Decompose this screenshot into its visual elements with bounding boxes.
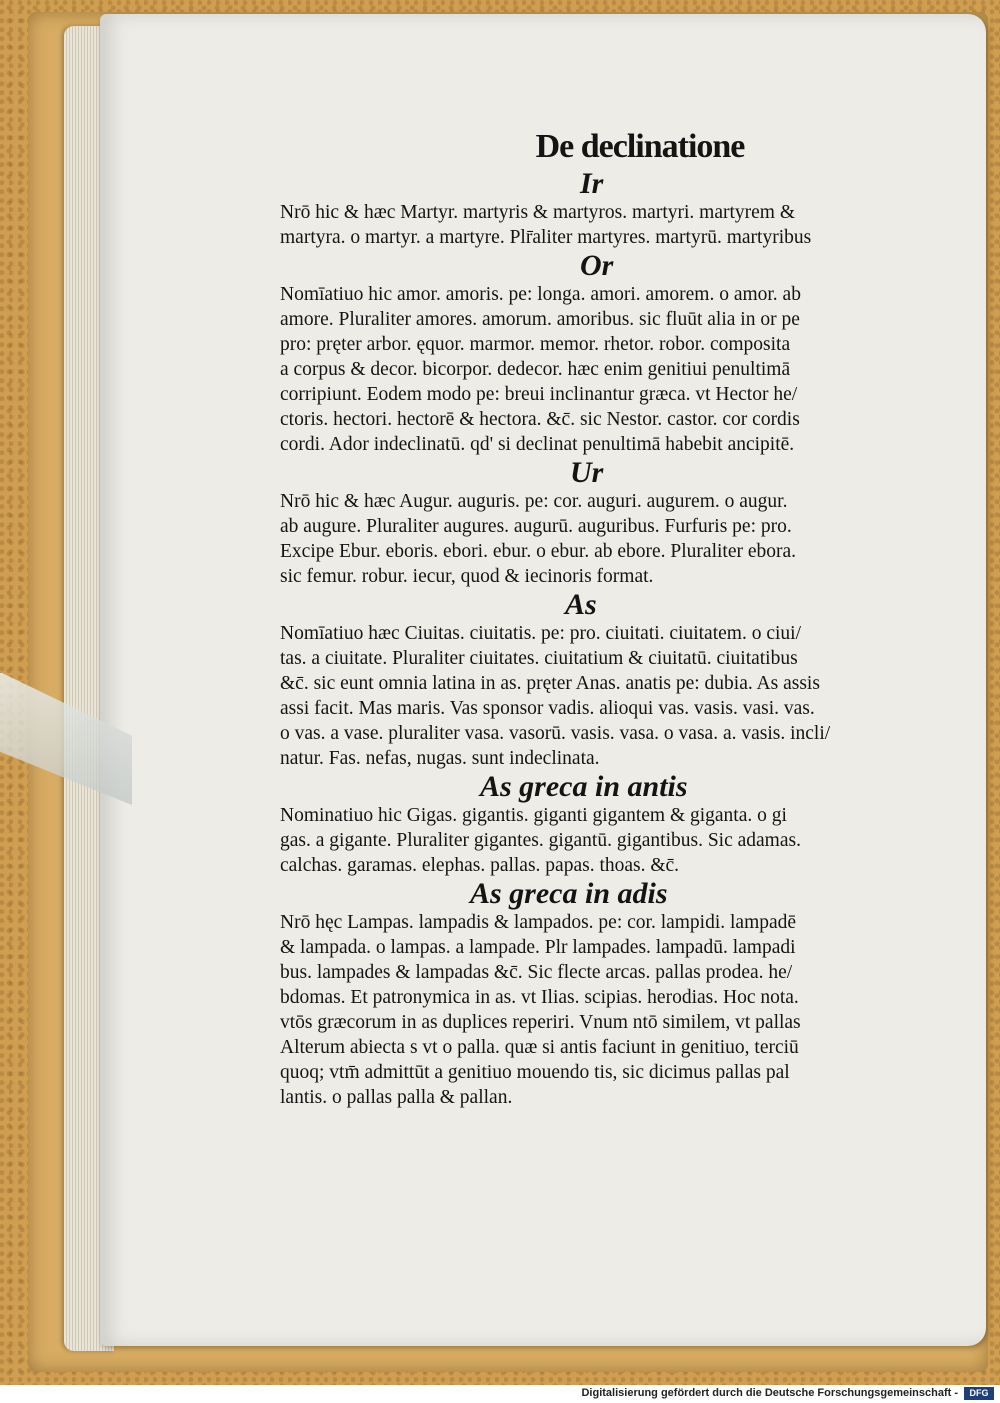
- text-line: martyra. o martyr. a martyre. Plr̄aliter martyres. martyrū. martyribus: [280, 227, 812, 248]
- text-line: bdomas. Et patronymica in as. vt Ilias. scipias. herodias. Hoc nota.: [280, 987, 799, 1008]
- text-line: natur. Fas. nefas, nugas. sunt indeclinata.: [280, 748, 600, 769]
- text-line: gas. a gigante. Pluraliter gigantes. gigantū. gigantibus. Sic adamas.: [280, 830, 801, 851]
- section-as: [280, 589, 930, 771]
- section-or: [280, 250, 930, 457]
- text-line: calchas. garamas. elephas. pallas. papas. thoas. &c̄.: [280, 855, 680, 876]
- text-line: amore. Pluraliter amores. amorum. amoribus. sic fluūt alia in or pe: [280, 309, 800, 330]
- section-as-greca-in-antis: [280, 771, 930, 878]
- text-line: &c̄. sic eunt omnia latina in as. pręter Anas. anatis pe: dubia. As assis: [280, 673, 820, 694]
- text-line: pro: pręter arbor. ęquor. marmor. memor. rhetor. robor. composita: [280, 334, 791, 355]
- section-heading: As: [565, 588, 597, 621]
- section-heading: As greca in adis: [470, 877, 668, 910]
- text-line: ctoris. hectori. hectorē & hectora. &c̄. sic Nestor. castor. cor cordis: [280, 409, 800, 430]
- section-heading: Ur: [570, 456, 604, 489]
- text-line: vtōs græcorum in as duplices reperiri. Vnum ntō similem, vt pallas: [280, 1012, 801, 1033]
- text-line: & lampada. o lampas. a lampade. Plr lampades. lampadū. lampadi: [280, 937, 796, 958]
- text-line: tas. a ciuitate. Pluraliter ciuitates. ciuitatium & ciuitatū. ciuitatibus: [280, 648, 798, 669]
- text-line: bus. lampades & lampadas &c̄. Sic flecte arcas. pallas prodea. he/: [280, 962, 793, 983]
- text-line: Nomīatiuo hæc Ciuitas. ciuitatis. pe: pro. ciuitati. ciuitatem. o ciui/: [280, 623, 801, 644]
- text-line: ab augure. Pluraliter augures. augurū. auguribus. Furfuris pe: pro.: [280, 516, 792, 537]
- text-line: corripiunt. Eodem modo pe: breui inclinantur græca. vt Hector he/: [280, 384, 798, 405]
- footer-bar: [0, 1385, 1000, 1403]
- text-line: Nomīatiuo hic amor. amoris. pe: longa. amori. amorem. o amor. ab: [280, 284, 801, 305]
- text-line: Nrō hic & hæc Augur. auguris. pe: cor. auguri. augurem. o augur.: [280, 491, 788, 512]
- section-ir: [280, 168, 930, 250]
- section-as-greca-in-adis: [280, 878, 930, 1110]
- text-line: lantis. o pallas palla & pallan.: [280, 1087, 513, 1108]
- section-heading: Or: [580, 249, 614, 282]
- text-line: a corpus & decor. bicorpor. dedecor. hæc enim genitiui penultimā: [280, 359, 791, 380]
- text-line: quoq; vtm̄ admittūt a genitiuo mouendo tis, sic dicimus pallas pal: [280, 1062, 790, 1083]
- section-heading: As greca in antis: [480, 770, 688, 803]
- text-line: sic femur. robur. iecur, quod & iecinoris format.: [280, 566, 654, 587]
- text-line: assi facit. Mas maris. Vas sponsor vadis. alioqui vas. vasis. vasi. vas.: [280, 698, 815, 719]
- credit-text: Digitalisierung gefördert durch die Deutsche Forschungsgemeinschaft -: [581, 1387, 958, 1399]
- text-line: Alterum abiecta s vt o palla. quæ si antis faciunt in genitiuo, terciū: [280, 1037, 799, 1058]
- text-line: Nrō hęc Lampas. lampadis & lampados. pe: cor. lampidi. lampadē: [280, 912, 797, 933]
- text-line: Nominatiuo hic Gigas. gigantis. giganti gigantem & giganta. o gi: [280, 805, 787, 826]
- dfg-logo[interactable]: DFG: [964, 1387, 994, 1400]
- text-line: Excipe Ebur. eboris. ebori. ebur. o ebur. ab ebore. Pluraliter ebora.: [280, 541, 797, 562]
- section-heading: Ir: [580, 167, 604, 200]
- text-line: o vas. a vase. pluraliter vasa. vasorū. vasis. vasa. o vasa. a. vasis. incli/: [280, 723, 831, 744]
- text-line: Nrō hic & hæc Martyr. martyris & martyros. martyri. martyrem &: [280, 202, 796, 223]
- section-ur: [280, 457, 930, 589]
- text-line: cordi. Ador indeclinatū. qd' si declinat penultimā habebit ancipitē.: [280, 434, 795, 455]
- page-text: [280, 128, 930, 1110]
- page-title: De declinatione: [535, 128, 745, 165]
